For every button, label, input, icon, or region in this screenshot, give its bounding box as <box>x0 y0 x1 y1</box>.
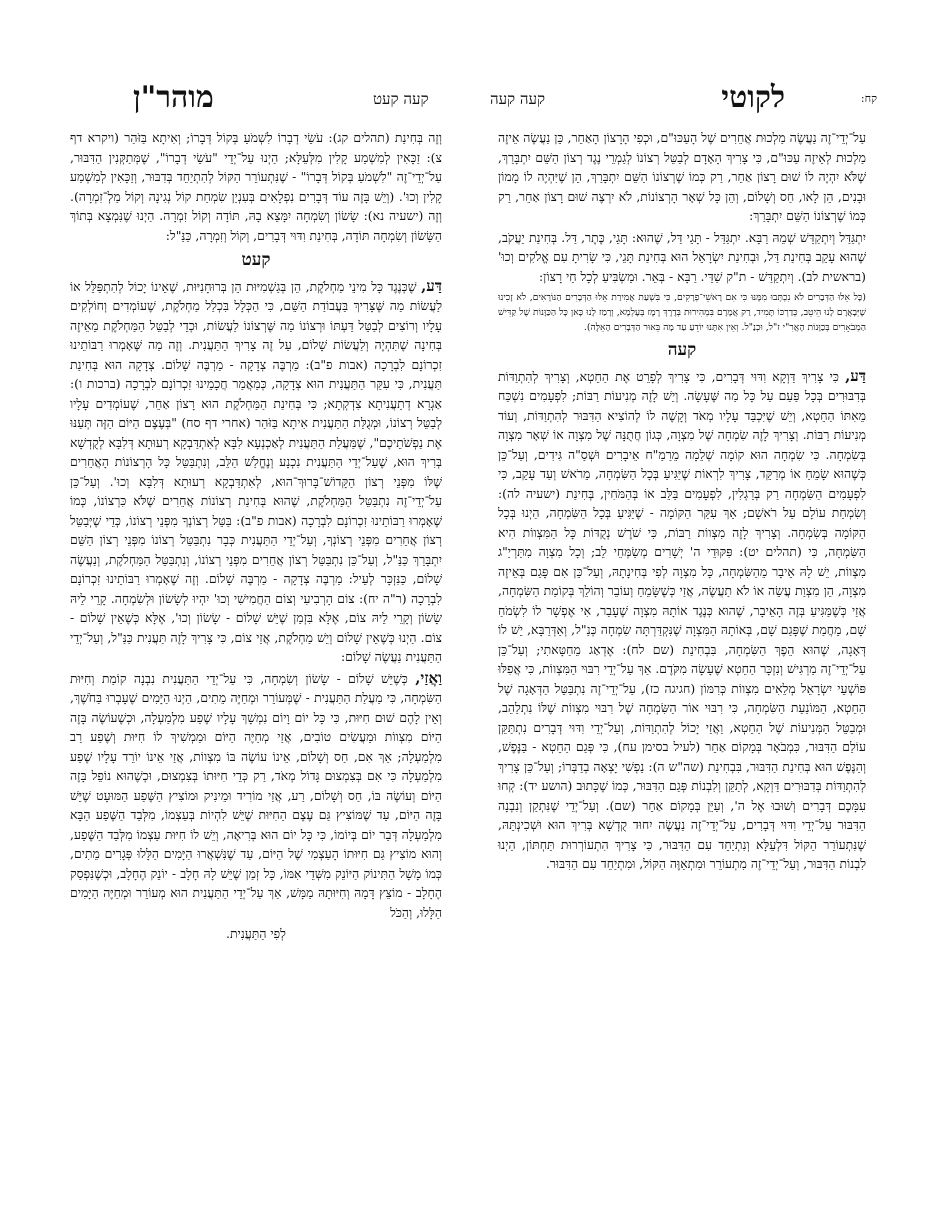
opening-word: דַּע, <box>845 366 866 385</box>
editor-note: (כָּל אֵלּוּ הַדְּבָרִים לֹא נִכְתְּבוּ מִמֶּנּוּ כִּי אִם רָאשֵׁי־פְרָקִים, כִּי בִּשְׁעַת אֲמִירַת אֵלּוּ הַדְּבָרִים הַנּוֹרָאִים, לֹא זָכִינוּ שֶׁיְּבָאֲרָם לָנוּ הֵיטֵב, כְּדַרְכּוֹ תָּמִיד, רַק אֲמָרָם בִּמְהִירוּת בְּדֶרֶךְ רֶמֶז בְּעָלְמָא, וְרָמַז לָנוּ כָּאן כָּל הַכַּוָּנוֹת שֶׁל קַדִּישׁ הַמְבֹאָרִים בְּכַוָּנוֹת הָאֲרִ"י ז"ל, וּכְנַ"ל. וְאֵין אִתָּנוּ יוֹדֵעַ עַד מָה בֵּאוּר הַדְּבָרִים הָאֵלֶּה). <box>498 292 866 333</box>
paragraph-text: כְּשֶׁיֵּשׁ שָׁלוֹם - שָׂשׂוֹן וְשִׂמְחָה, כִּי עַל־יְדֵי הַתַּעֲנִית נִבְנָה קוֹמַת וְחִיּוּת הַשִּׂמְחָה, כִּי מַעֲלַת הַתַּעֲנִית - שֶׁמְּעוֹרֵר וּמְחַיֶּה מֵתִים, הַיְנוּ הַיָּמִים שֶׁעָבְרוּ בַּחֹשֶׁךְ, וְאֵין לָהֶם שׁוּם חִיּוּת, כִּי כָּל יוֹם וָיוֹם נִמְשָׁךְ עָלָיו שֶׁפַע מִלְמַעְלָה, וּכְשֶׁעוֹשֶׂה בָּזֶה הַיּוֹם מִצְווֹת וּמַעֲשִׂים טוֹבִים, אֲזַי מְחַיֶּה הַיּוֹם וּמַמְשִׁיךְ לוֹ חִיּוּת וְשֶׁפַע רַב מִלְמַעְלָה; אַךְ אִם, חַס וְשָׁלוֹם, אֵינוֹ עוֹשֶׂה בּוֹ מִצְווֹת, אֲזַי אֵינוֹ יוֹרֵד עָלָיו שֶׁפַע מִלְמַעְלָה כִּי אִם בְּצִמְצוּם גָּדוֹל מְאֹד, רַק כְּדֵי חִיּוּתוֹ בְּצִמְצוּם, וּכְשֶׁהוּא נוֹפֵל בָּזֶה הַיּוֹם וְעוֹשֶׂה בּוֹ, חַס וְשָׁלוֹם, רַע, אֲזַי מוֹרִיד וּמֵינִיק וּמוֹצִיץ הַשֶּׁפַע הַמּוּעָט שֶׁיֵּשׁ בָּזֶה הַיּוֹם, עַד שֶׁמּוֹצִיץ גַּם עֶצֶם הַחִיּוּת שֶׁיֵּשׁ לִהְיוֹת בְּעַצְמוֹ, מִלְּבַד הַשֶּׁפַע הַבָּא מִלְמַעְלָה דְּבַר יוֹם בְּיוֹמוֹ, כִּי כָּל יוֹם הוּא בְּרִיאָה, וְיֵשׁ לוֹ חִיּוּת עַצְמוֹ מִלְּבַד הַשֶּׁפַע, וְהוּא מוֹצִיץ גַּם חִיּוּתוֹ הָעַצְמִי שֶׁל הַיּוֹם, עַד שֶׁנִּשְׁאֲרוּ הַיָּמִים הַלָּלוּ פְּגָרִים מֵתִים, כְּמוֹ מָשָׁל הַתִּינוֹק הַיּוֹנֵק מִשְּׁדֵי אִמּוֹ, כָּל זְמַן שֶׁיֵּשׁ לָהּ חָלָב - יוֹנֵק הֶחָלָב, וּכְשֶׁנִּפְסַק הֶחָלָב - מוֹצֵץ דָּמָהּ וְחִיּוּתָהּ מַמָּשׁ, אַךְ עַל־יְדֵי הַתַּעֲנִית הוּא מְעוֹרֵר וּמְחַיֶּה הַיָּמִים הַלָּלוּ, וְהַכֹּל <box>70 670 442 920</box>
folio-number: קח: <box>860 92 877 105</box>
paragraph <box>498 367 866 874</box>
paragraph: וְזֶה בְּחִינַת (תהלים קג): עֹשֵׂי דְבָרוֹ לִשְׁמֹעַ בְּקוֹל דְּבָרוֹ; וְאִיתָא בַּזֹּהַר (ויקרא דף צ): זַכָּאִין לְמִשְׁמַע קָלִין מִלְּעֵלָּא; הַיְנוּ עַל־יְדֵי "עֹשֵׂי דְבָרוֹ", שֶׁמְּתַקְּנִין הַדִּבּוּר, עַל־יְדֵי־זֶה "לִשְׁמֹעַ בְּקוֹל דְּבָרוֹ" - שֶׁנִּתְעוֹרֵר הַקּוֹל לְהִתְיַחֵד בְּדִבּוּר, וְזַכָּאִין לְמִשְׁמַע קָלִין וְכוּ'. (וְיֵשׁ בָּזֶה עוֹד דְּבָרִים נִפְלָאִים בְּעִנְיַן שִׂמְחַת קוֹל נְגִינָה וְקוֹל מַלְ־זִמְרָה). וְזֶה (ישעיה נא): שָׂשׂוֹן וְשִׂמְחָה יִמָּצֵא בָהּ, תּוֹדָה וְקוֹל זִמְרָה. הַיְנוּ שֶׁנִּמְצָא בְּתוֹךְ הַשָּׂשׂוֹן וְשִׂמְחָה תּוֹדָה, בְּחִינַת וִדּוּי דְּבָרִים, וְקוֹל וְזִמְרָה, כַּנַּ"ל: <box>70 130 442 243</box>
opening-word: וַאֲזַי, <box>415 668 442 687</box>
paragraph-text: שֶׁכְּנֶגֶד כָּל מִינֵי מַחְלֹקֶת, הֵן בְּגַשְׁמִיּוּת הֵן בְּרוּחָנִיּוּת, שֶׁאֵינוֹ יָכוֹל לְהִתְפַּלֵּל אוֹ לַעֲשׂוֹת מַה שֶּׁצָּרִיךְ בַּעֲבוֹדַת הַשֵּׁם, כִּי הַכְּלָל בִּכְלַל מַחְלֹקֶת, שֶׁעוֹמְדִים וְחוֹלְקִים עָלָיו וְרוֹצִים לְבַטֵּל דַּעְתּוֹ וּרְצוֹנוֹ מַה שֶּׁרְצוֹנוֹ לַעֲשׂוֹת, וּכְדֵי לְבַטֵּל הַמַּחְלֹקֶת מֵאֵיזֶה בְּחִינָה שֶׁתִּהְיֶה וְלַעֲשׂוֹת שָׁלוֹם, עַל זֶה צָרִיךְ הַתַּעֲנִית. וְזֶה מַה שֶּׁאָמְרוּ רַבּוֹתֵינוּ זִכְרוֹנָם לִבְרָכָה (אבות פ"ב): מַרְבֶּה צְדָקָה - מַרְבֶּה שָׁלוֹם. צְדָקָה הוּא בְּחִינַת תַּעֲנִית, כִּי עִקַּר הַתַּעֲנִית הוּא צְדָקָה, כְּמַאֲמַר חֲכָמֵינוּ זִכְרוֹנָם לִבְרָכָה (ברכות ו): אַגְרָא דְתַעֲנִיתָא צִדְקְתָא; כִּי בְּחִינַת הַמַּחְלֹקֶת הוּא רָצוֹן אַחֵר, שֶׁעוֹמְדִים עָלָיו לְבַטֵּל רְצוֹנוֹ, וּמְגֻלַּת הַתַּעֲנִית אִיתָא בַּזֹּהַר (אחרי דף סח) "בְּעֶצֶם הַיּוֹם הַזֶּה תְּעַנּוּ אֶת נַפְשֹׁתֵיכֶם", שֶׁמַּעֲלַת הַתַּעֲנִית לְאַכְנְעָא לִבָּא לְאִתְדַּבְקָא רְעוּתָא דְּלִבָּא לְקֻדְשָׁא בְּרִיךְ הוּא, שֶׁעַל־יְדֵי הַתַּעֲנִית נִכְנָע וְנֶחֱלַשׁ הַלֵּב, וְנִתְבַּטֵּל כָּל הָרְצוֹנוֹת הָאֲחֵרִים שֶׁלּוֹ מִפְּנֵי רְצוֹן הַקָּדוֹשׁ־בָּרוּךְ־הוּא, לְאִתְדַּבְקָא רְעוּתָא דְּלִבָּא וְכוּ'. וְעַל־כֵּן עַל־יְדֵי־זֶה נִתְבַּטֵּל הַמַּחְלֹקֶת, שֶׁהוּא בְּחִינַת רְצוֹנוֹת אֲחֵרִים שֶׁלֹּא כִּרְצוֹנוֹ, כְּמוֹ שֶׁאָמְרוּ רַבּוֹתֵינוּ זִכְרוֹנָם לִבְרָכָה (אבות פ"ב): בַּטֵּל רְצוֹנְךָ מִפְּנֵי רְצוֹנוֹ, כְּדֵי שֶׁיְּבַטֵּל רְצוֹן אֲחֵרִים מִפְּנֵי רְצוֹנְךָ, וְעַל־יְדֵי הַתַּעֲנִית כְּבָר נִתְבַּטֵּל רְצוֹנוֹ מִפְּנֵי רְצוֹן הַשֵּׁם יִתְבָּרַךְ כַּנַּ"ל, וְעַל־כֵּן נִתְבַּטֵּל רְצוֹן אֲחֵרִים מִפְּנֵי רְצוֹנוֹ, וְנִתְבַּטֵּל הַמַּחְלֹקֶת, וְנַעֲשֶׂה שָׁלוֹם, כַּנִּזְכָּר לְעֵיל: מַרְבֶּה צְדָקָה - מַרְבֶּה שָׁלוֹם. וְזֶה שֶׁאָמְרוּ רַבּוֹתֵינוּ זִכְרוֹנָם לִבְרָכָה (ר"ה יח): צוֹם הָרְבִיעִי וְצוֹם הַחֲמִישִׁי וְכוּ' יִהְיוּ לְשָׂשׂוֹן וּלְשִׂמְחָה. קָרֵי לֵיהּ שָׂשׂוֹן וְקָרֵי לֵיהּ צוֹם, אֶלָּא בִּזְמַן שֶׁיֵּשׁ שָׁלוֹם - שָׂשׂוֹן וְכוּ', אֶלָּא כְּשֶׁאֵין שָׁלוֹם - צוֹם. הַיְנוּ כְּשֶׁאֵין שָׁלוֹם וְיֵשׁ מַחְלֹקֶת, אֲזַי צוֹם, כִּי צָרִיךְ לָזֶה תַּעֲנִית כַּנַּ"ל, וְעַל־יְדֵי הַתַּעֲנִית נַעֲשֶׂה שָׁלוֹם: <box>70 278 442 664</box>
right-column <box>498 128 866 876</box>
section-heading: קעט <box>241 250 271 270</box>
book-title-left: מוהר"ן <box>133 80 214 115</box>
paragraph <box>70 669 442 923</box>
paragraph-text: כִּי צָרִיךְ דַּוְקָא וִדּוּי דְּבָרִים, כִּי צָרִיךְ לְפָרֵט אֶת הַחֵטְא, וְצָרִיךְ לְהִתְוַדּוֹת בְּדִבּוּרִים בְּכָל פַּעַם עַל כָּל מַה שֶּׁעָשָׂה. וְיֵשׁ לָזֶה מְנִיעוֹת רַבּוֹת; לִפְעָמִים נִשְׁכַּח מֵאִתּוֹ הַחֵטְא, וְיֵשׁ שֶׁיִּכְבַּד עָלָיו מְאֹד וְקָשֶׁה לוֹ לְהוֹצִיא הַדִּבּוּר לְהִתְוַדּוֹת, וְעוֹד מְנִיעוֹת רַבּוֹת. וְצָרִיךְ לָזֶה שִׂמְחָה שֶׁל מִצְוָה, כְּגוֹן חֲתֻנָּה שֶׁל מִצְוָה אוֹ שְׁאָר מִצְוָה בְּשִׂמְחָה. כִּי שִׂמְחָה הוּא קוֹמָה שְׁלֵמָה מֵרַמַ"ח אֵיבָרִים וּשְׁסַ"ה גִּידִים, וְעַל־כֵּן כְּשֶׁהוּא שָׂמֵחַ אוֹ מְרַקֵּד, צָרִיךְ לִרְאוֹת שֶׁיַּגִּיעַ בְּכָל הַשִּׂמְחָה, מֵרֹאשׁ וְעַד עָקֵב, כִּי לִפְעָמִים הַשִּׂמְחָה רַק בְּרַגְלִין, לִפְעָמִים בַּלֵּב אוֹ בְּהַמֹּחִין, בְּחִינַת (ישעיה לה): וְשִׂמְחַת עוֹלָם עַל רֹאשָׁם; אַךְ עִקַּר הַקּוֹמָה - שֶׁיַּגִּיעַ בְּכָל הַשִּׂמְחָה, הַיְנוּ בְּכָל הַקּוֹמָה בְּשִׂמְחָה. וְצָרִיךְ לָזֶה מִצְווֹת רַבּוֹת, כִּי שֹׁרֶשׁ נְקֻדּוֹת כָּל הַמִּצְווֹת הִיא הַשִּׂמְחָה, כִּי (תהלים יט): פִּקּוּדֵי ה' יְשָׁרִים מְשַׂמְּחֵי לֵב; וְכָל מִצְוָה מִתַּרְיַ"ג מִצְווֹת, יֵשׁ לָהּ אֵיבָר מֵהַשִּׂמְחָה, כָּל מִצְוָה לְפִי בְּחִינָתָהּ, וְעַל־כֵּן אִם פָּגַם בְּאֵיזֶה מִצְוָה, הֵן מִצְוַת עֲשֵׂה אוֹ לֹא תַעֲשֶׂה, אֲזַי כְּשֶׁשָּׂמֵחַ וְעוֹבֵר וְהוֹלֵךְ בְּקוֹמַת הַשִּׂמְחָה, אֲזַי כְּשֶׁמַּגִּיעַ בְּזֶה הָאֵיבָר, שֶׁהוּא כְּנֶגֶד אוֹתָהּ מִצְוָה שֶׁעָבַר, אִי אֶפְשָׁר לוֹ לִשְׂמֹחַ שָׁם, מֵחֲמַת שֶׁפָּגַם שָׁם, בְּאוֹתָהּ הַמִּצְוָה שֶׁנִּקְדַּרְתָּה שִׂמְחָה כְּנַ"ל, וְאַדְּרַבָּא, יֵשׁ לוֹ דְּאָגָה, שֶׁהוּא הֵפֶךְ הַשִּׂמְחָה, בִּבְחִינַת (שם לח): אֶדְאַג מֵחַטָּאתִי; וְעַל־כֵּן עַל־יְדֵי־זֶה מַרְגִּישׁ וְנִזְכָּר הַחֵטְא שֶׁעָשָׂה מִקֹּדֶם. אַךְ עַל־יְדֵי רִבּוּי הַמִּצְווֹת, כִּי אֲפִלּוּ פּוֹשְׁעֵי יִשְׂרָאֵל מְלֵאִים מִצְווֹת כְּרִמּוֹן (חגיגה כז), עַל־יְדֵי־זֶה נִתְבַּטֵּל הַדְּאָגָה שֶׁל הַחֵטְא, הַמּוֹנַעַת הַשִּׂמְחָה, כִּי רִבּוּי אוֹר הַשִּׂמְחָה שֶׁל רִבּוּי מִצְווֹת שֶׁלּוֹ נִתְלַהֵב, וּמְבַטֵּל הַמְּנִיעוֹת שֶׁל הַחֵטְא, וַאֲזַי יָכוֹל לְהִתְוַדּוֹת, וְעַל־יְדֵי וִדּוּי דְּבָרִים נִתְתַּקֵּן עוֹלַם הַדִּבּוּר, כִּמְבֹאָר בְּמָקוֹם אַחֵר (לעיל בסימן עח), כִּי פְּגַם הַחֵטְא - בַּנֶּפֶשׁ, וְהַנֶּפֶשׁ הוּא בְּחִינַת הַדִּבּוּר, בִּבְחִינַת (שה"ש ה): נַפְשִׁי יָצְאָה בְדַבְּרוֹ; וְעַל־כֵּן צָרִיךְ לְהִתְוַדּוֹת בְּדִבּוּרִים דַּוְקָא, לְתַקֵּן וְלִבְנוֹת פְּגַם הַדִּבּוּר, כְּמוֹ שֶׁכָּתוּב (הושע יד): קְחוּ עִמָּכֶם דְּבָרִים וְשׁוּבוּ אֶל ה', וְעַיֵּן בְּמָקוֹם אַחֵר (שם). וְעַל־יְדֵי שֶׁנִּתְקַן וְנִבְנָה הַדִּבּוּר עַל־יְדֵי וִדּוּי דְּבָרִים, עַל־יְדֵי־זֶה נַעֲשֶׂה יִחוּד קֻדְשָׁא בְּרִיךְ הוּא וּשְׁכִינְתֵּהּ, שֶׁנִּתְעוֹרֵר הַקּוֹל דִּלְעֵלָּא וְנִתְיַחֵד עִם הַדִּבּוּר, כִּי צָרִיךְ הִתְעוֹרְרוּת תַּחְתּוֹן, הַיְנוּ לִבְנוֹת הַדִּבּוּר, וְעַל־יְדֵי־זֶה מִתְעוֹרֵר וּמִתְאַוֶּה הַקּוֹל, וּמִתְיַחֵד עִם הַדִּבּוּר. <box>498 368 867 871</box>
paragraph <box>70 277 442 667</box>
siman-number-left: קעה קעט <box>373 90 429 108</box>
book-title-right: לקוטי <box>721 80 785 115</box>
opening-word: דַּע, <box>421 276 442 295</box>
closing-line: לְפִי הַתַּעֲנִית. <box>226 926 286 941</box>
running-header <box>93 80 877 120</box>
siman-number-right: קעה קעה <box>489 90 545 108</box>
paragraph: עַל־יְדֵי־זֶה נַעֲשֶׂה מַלְכוּת אֲחֵרִים שֶׁל הָעַכּוּ"ם, וּכְפִי הָרָצוֹן הָאַחֵר, כֵּן נַעֲשֶׂה אֵיזֶה מַלְכוּת לְאֵיזֶה עַכּוּ"ם, כִּי צָרִיךְ הָאָדָם לְבַטֵּל רְצוֹנוֹ לְגַמְרֵי נֶגֶד רְצוֹן הַשֵּׁם יִתְבָּרַךְ, שֶׁלֹּא יִהְיֶה לוֹ שׁוּם רָצוֹן אַחֵר, רַק כְּמוֹ שֶׁרְצוֹנוֹ הַשֵּׁם יִתְבָּרַךְ, הֵן שֶׁיִּהְיֶה לוֹ מָמוֹן וּבָנִים, הֵן לָאו, חַס וְשָׁלוֹם, וְהֵן כָּל שְׁאָר הָרְצוֹנוֹת, לֹא יִרְצֶה שׁוּם רָצוֹן אַחֵר, רַק כְּמוֹ שֶׁרְצוֹנוֹ הַשֵּׁם יִתְבָּרַךְ: <box>498 130 866 223</box>
left-column <box>70 128 442 946</box>
paragraph: יִתְגַּדַּל וְיִתְקַדַּשׁ שְׁמֵהּ רַבָּא. יִתְגַּדַּל - תָּגֵי דַּל, שֶׁהוּא: תָּגֵי, כֶּתֶר, דַּל. בְּחִינַת יַעֲקֹב, שֶׁהוּא עָקֵב בְּחִינַת דַּל, וּבְחִינַת יִשְׂרָאֵל הוּא בְּחִינַת תָּגֵי, כִּי שָׂרִיתָ עִם אֱלֹקִים וְכוּ' (בראשית לב). וְיִתְקַדַּשׁ - ת"ק שַׁדַּי. רַבָּא - בְּאֵר. וּמַשְׂבִּיעַ לְכָל חַי רָצוֹן: <box>498 229 866 284</box>
section-heading: קעה <box>667 340 697 360</box>
